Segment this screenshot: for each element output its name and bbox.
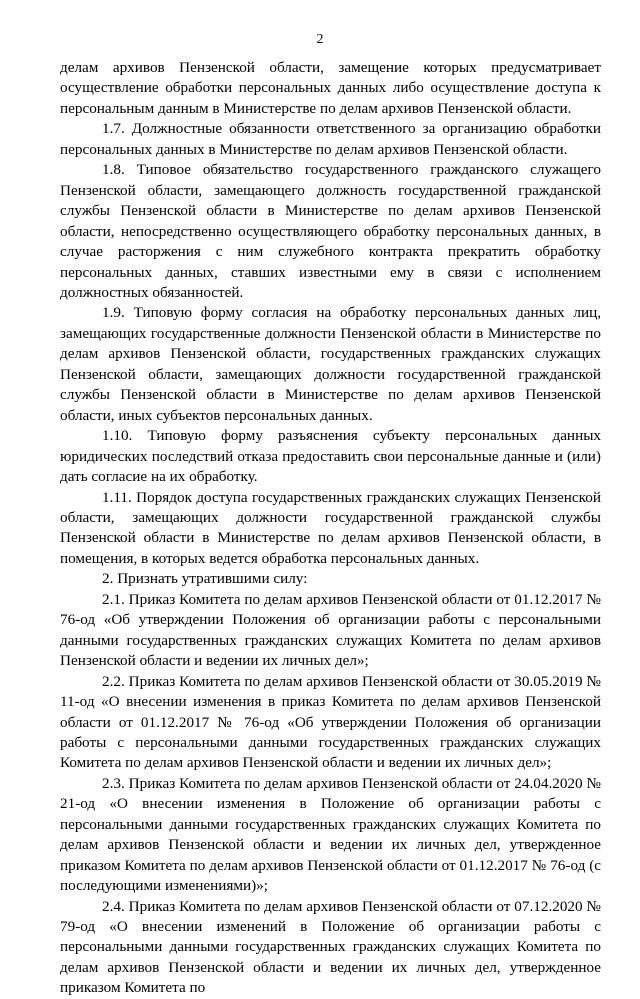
paragraph-1-10: 1.10. Типовую форму разъяснения субъекту персональных данных юридических последствий отказа предоставить свои персональные данные и (или) дать согласие на их обработку. — [60, 427, 601, 486]
paragraph-2-2: 2.2. Приказ Комитета по делам архивов Пензенской области от 30.05.2019 № 11-од «О внесении изменения в приказ Комитета по делам архивов Пензенской области от 01.12.2017 № 76-од «Об утверждении Положения об организации работы с персональными данными государственных гражданских служащих Комитета по делам архивов Пензенской области и ведении их личных дел»; — [60, 672, 601, 772]
paragraph-2-1: 2.1. Приказ Комитета по делам архивов Пензенской области от 01.12.2017 № 76-од «Об утверждении Положения об организации работы с персональными данными государственных гражданских служащих Комитета по делам архивов Пензенской области и ведении их личных дел»; — [60, 590, 601, 670]
paragraph-2-3: 2.3. Приказ Комитета по делам архивов Пензенской области от 24.04.2020 № 21-од «О внесении изменения в Положение об организации работы с персональными данными государственных гражданских служащих Комитета по делам архивов Пензенской области и ведении их личных дел, утвержденное приказом Комитета по делам архивов Пензенской области от 01.12.2017 № 76-од (с последующими изменениями)»; — [60, 774, 601, 895]
paragraph-1-11: 1.11. Порядок доступа государственных гражданских служащих Пензенской области, замещающих должности государственной гражданской службы Пензенской области в Министерстве по делам архивов Пензенской области, в помещения, в которых ведется обработка персональных данных. — [60, 488, 601, 567]
paragraph-1-7: 1.7. Должностные обязанности ответственного за организацию обработки персональных данных в Министерстве по делам архивов Пензенской области. — [60, 120, 601, 158]
paragraph-2-4: 2.4. Приказ Комитета по делам архивов Пензенской области от 07.12.2020 № 79-од «О внесении изменений в Положение об организации работы с персональными данными государственных гражданских служащих Комитета по делам архивов Пензенской области и ведении их личных дел, утвержденное приказом Комитета по — [60, 897, 601, 997]
paragraph-1-8: 1.8. Типовое обязательство государственного гражданского служащего Пензенской области, замещающего должность государственной гражданской службы Пензенской области в Министерстве по делам архивов Пензенской области, непосредственно осуществляющего обработку персональных данных, в случае расторжения с ним служебного контракта прекратить обработку персональных данных, ставших известными ему в связи с исполнением должностных обязанностей. — [60, 161, 601, 301]
paragraph-continuation: делам архивов Пензенской области, замещение которых предусматривает осуществление обработки персональных данных либо осуществление доступа к персональным данным в Министерстве по делам архивов Пензенской области. — [60, 59, 601, 117]
paragraph-1-9: 1.9. Типовую форму согласия на обработку персональных данных лиц, замещающих государственные должности Пензенской области в Министерстве по делам архивов Пензенской области, государственных гражданских служащих Пензенской области, замещающих должности государственной гражданской службы Пензенской области в Министерстве по делам архивов Пензенской области, иных субъектов персональных данных. — [60, 304, 601, 424]
paragraph-2: 2. Признать утратившими силу: — [102, 570, 308, 588]
document-body — [60, 58, 601, 999]
page-number: 2 — [316, 32, 324, 47]
